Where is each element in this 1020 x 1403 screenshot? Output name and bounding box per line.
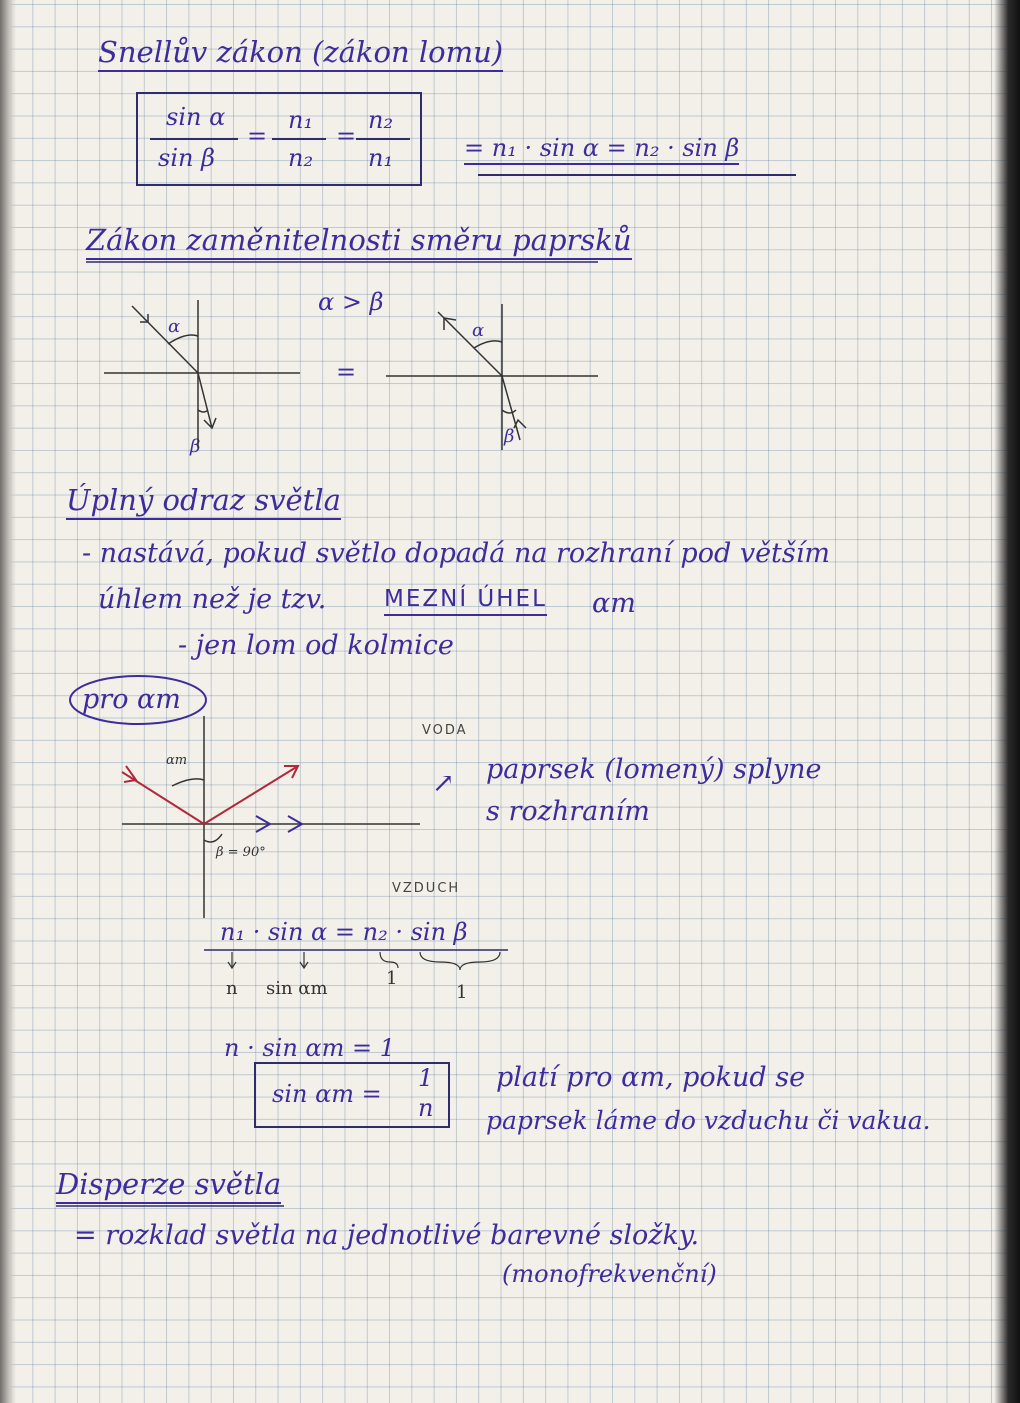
critical-angle-arc [172, 779, 204, 786]
diagram2-beta: β [504, 426, 515, 447]
incident-ray-1 [132, 306, 198, 373]
note2-line-1: platí pro αm, pokud se [496, 1062, 806, 1093]
note-line-1: paprsek (lomený) splyne [486, 754, 822, 785]
critical-angle-diagram [122, 716, 420, 918]
tr-line-1: - nastává, pokud světlo dopadá na rozhraní pod větším [82, 538, 830, 569]
boxed-lhs: sin αm = [272, 1080, 382, 1108]
boxed-numerator: 1 [418, 1064, 434, 1092]
pro-alpha-m-circled: pro αm [82, 684, 181, 715]
tr-line-3: - jen lom od kolmice [178, 630, 454, 661]
equation-2: n · sin αm = 1 [224, 1034, 396, 1062]
label-vzduch: VZDUCH [392, 881, 461, 896]
critical-angle-label: αm [166, 753, 188, 768]
tr-line-2a: úhlem než je tzv. [98, 584, 327, 615]
reversibility-title: Zákon zaměnitelnosti směru paprsků [86, 226, 632, 260]
under-one-a: 1 [386, 968, 398, 989]
diagram1-beta: β [190, 436, 201, 457]
label-voda: VODA [422, 723, 468, 738]
total-reflection-title: Úplný odraz světla [66, 486, 341, 520]
equation-1-annotations [228, 952, 500, 970]
formula-sin-beta: sin β [158, 144, 215, 172]
under-sin-alpha-m: sin αm [266, 978, 328, 999]
under-one-b: 1 [456, 982, 468, 1003]
formula-eq-2: = [336, 122, 357, 150]
beta-arc-2 [502, 410, 516, 413]
note-line-2: s rozhraním [486, 796, 650, 827]
alpha-arc-2 [474, 341, 502, 348]
beta-90-arc [204, 834, 222, 842]
refraction-diagram-1 [104, 300, 300, 448]
incoming-ray-2 [502, 376, 520, 440]
refracted-ray-1 [198, 373, 212, 428]
diagrams-equals: = [336, 358, 357, 386]
formula-sin-alpha: sin α [166, 103, 226, 131]
alpha-greater-beta: α > β [318, 288, 384, 316]
outgoing-ray-2 [438, 312, 502, 376]
pro-alpha-m-circle [70, 676, 206, 724]
tr-critical-angle: MEZNÍ ÚHEL [384, 588, 547, 616]
diagram1-alpha: α [168, 316, 181, 337]
snell-title: Snellův zákon (zákon lomu) [98, 38, 503, 72]
formula-eq-1: = [247, 122, 268, 150]
dispersion-line-1: = rozklad světla na jednotlivé barevné složky. [74, 1220, 700, 1251]
formula-n1-top: n₁ [288, 106, 314, 134]
brace-n2 [380, 952, 398, 968]
formula-n2-top: n₂ [368, 106, 394, 134]
refraction-diagram-2 [386, 304, 598, 450]
alpha-arc-1 [168, 335, 198, 344]
formula-result: = n₁ · sin α = n₂ · sin β [464, 136, 739, 165]
beta-arc-1 [198, 410, 208, 412]
reflected-ray-red [204, 766, 298, 824]
tr-line-2c: αm [592, 588, 636, 619]
formula-n2-bottom: n₂ [288, 144, 314, 172]
formula-n1-bottom: n₁ [368, 144, 394, 172]
equation-1: n₁ · sin α = n₂ · sin β [220, 918, 468, 946]
note2-line-2: paprsek láme do vzduchu či vakua. [486, 1106, 931, 1135]
under-n: n [226, 978, 238, 999]
beta-90-label: β = 90° [216, 845, 266, 860]
diagram2-alpha: α [472, 320, 485, 341]
dispersion-line-2: (monofrekvenční) [502, 1260, 717, 1288]
note-arrow: ↗ [432, 768, 455, 799]
boxed-denominator: n [418, 1094, 434, 1122]
brace-sin-beta [420, 952, 500, 970]
dispersion-title: Disperze světla [56, 1170, 281, 1204]
